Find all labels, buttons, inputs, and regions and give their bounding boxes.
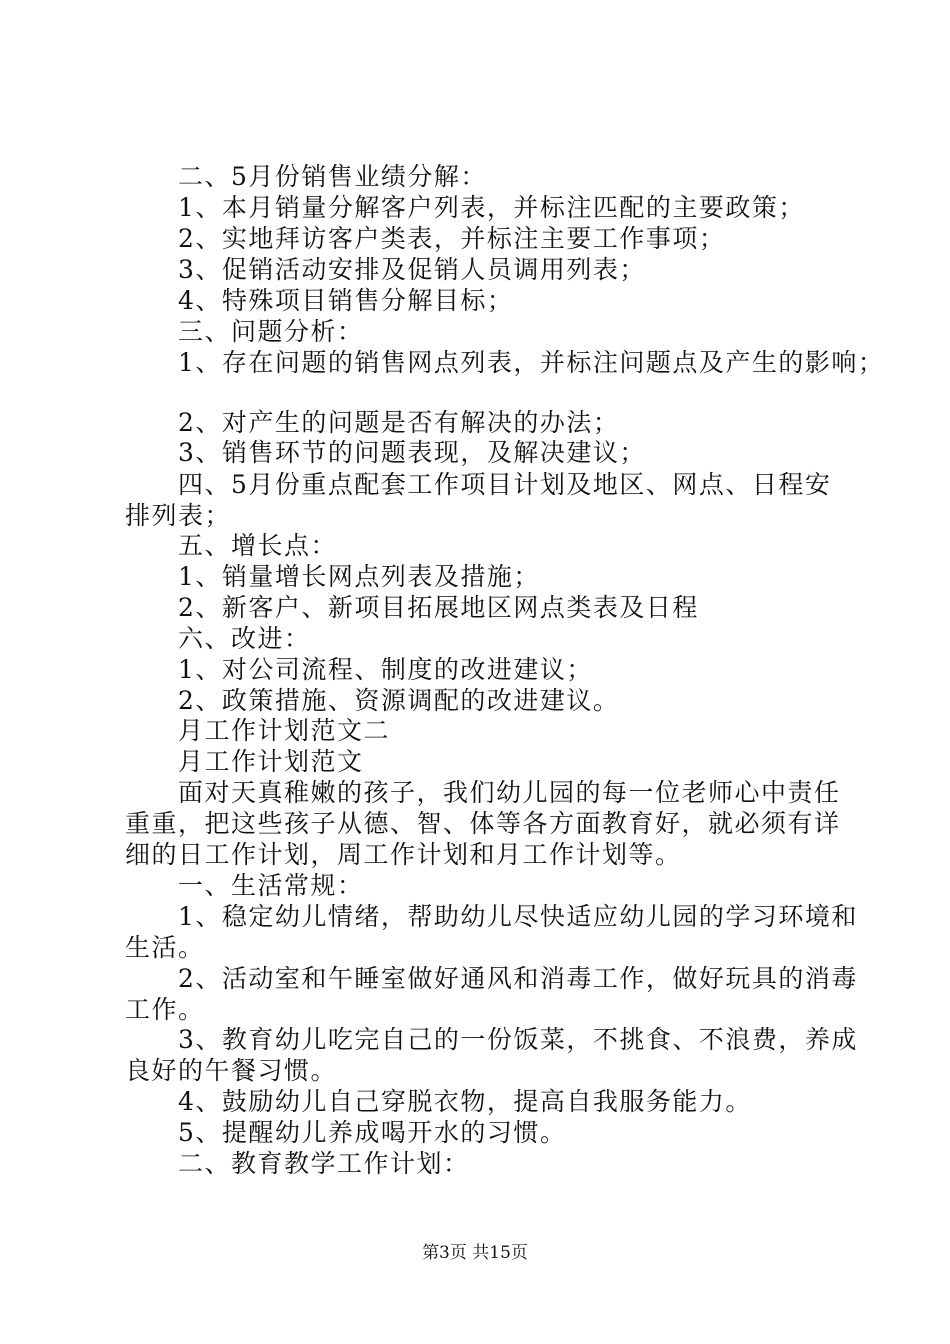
section-heading: 六、改进： [178,624,311,653]
list-item: 2、活动室和午睡室做好通风和消毒工作，做好玩具的消毒 [178,964,858,993]
list-item: 4、特殊项目销售分解目标； [178,286,514,315]
paragraph-continuation: 生活。 [125,933,205,962]
list-item: 3、促销活动安排及促销人员调用列表； [178,255,646,284]
list-item: 1、存在问题的销售网点列表，并标注问题点及产生的影响； [178,348,885,377]
list-item: 1、对公司流程、制度的改进建议； [178,655,593,684]
paragraph-continuation: 重重，把这些孩子从德、智、体等各方面教育好，就必须有详 [125,809,841,838]
list-item: 1、本月销量分解客户列表，并标注匹配的主要政策； [178,193,805,222]
section-heading: 五、增长点： [178,531,338,560]
section-heading: 二、教育教学工作计划： [178,1149,470,1178]
page-footer: 第3页 共15页 [422,1243,528,1263]
list-item: 1、稳定幼儿情绪，帮助幼儿尽快适应幼儿园的学习环境和 [178,902,858,931]
list-item: 5、提醒幼儿养成喝开水的习惯。 [178,1118,567,1147]
list-item: 3、教育幼儿吃完自己的一份饭菜，不挑食、不浪费，养成 [178,1025,858,1054]
list-item: 3、销售环节的问题表现，及解决建议； [178,438,646,467]
document-subtitle: 月工作计划范文 [178,747,364,776]
paragraph-continuation: 排列表； [125,501,232,530]
list-item: 4、鼓励幼儿自己穿脱衣物，提高自我服务能力。 [178,1087,752,1116]
paragraph-line: 面对天真稚嫩的孩子，我们幼儿园的每一位老师心中责任 [178,778,841,807]
list-item: 1、销量增长网点列表及措施； [178,562,540,591]
list-item: 2、对产生的问题是否有解决的办法； [178,408,620,437]
paragraph-continuation: 细的日工作计划，周工作计划和月工作计划等。 [125,840,682,869]
section-heading: 四、5月份重点配套工作项目计划及地区、网点、日程安 [178,470,832,499]
document-title: 月工作计划范文二 [178,716,391,745]
list-item: 2、实地拜访客户类表，并标注主要工作事项； [178,224,726,253]
paragraph-continuation: 良好的午餐习惯。 [125,1056,338,1085]
section-heading: 二、5月份销售业绩分解： [178,162,487,191]
section-heading: 一、生活常规： [178,871,364,900]
list-item: 2、政策措施、资源调配的改进建议。 [178,686,620,715]
paragraph-continuation: 工作。 [125,995,205,1024]
section-heading: 三、问题分析： [178,317,364,346]
list-item: 2、新客户、新项目拓展地区网点类表及日程 [178,593,699,622]
